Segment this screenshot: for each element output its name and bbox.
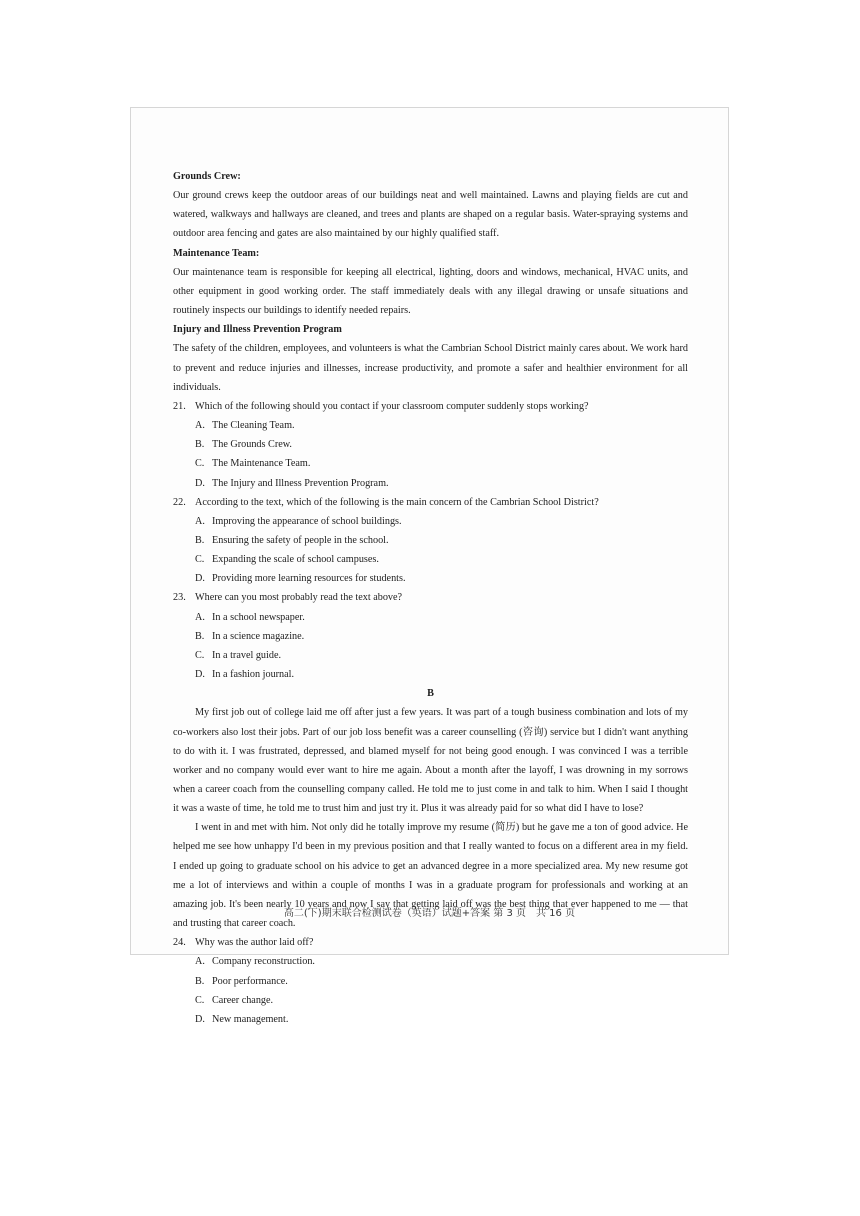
maintenance-team-heading: Maintenance Team: bbox=[173, 247, 260, 259]
section-b-label: B bbox=[427, 688, 434, 700]
grounds-crew-text: Our ground crews keep the outdoor areas of our buildings neat and well maintained. Lawns and playing fields are cut and watered, walkways and hallways are cleaned, and trees and plants are shaped on a regular basis. Water-spraying systems and outdoor area fencing and gates are also maintained by our highly qualified staff. bbox=[173, 190, 688, 240]
passage-b-paragraph-1: My first job out of college laid me off after just a few years. It was part of a tough business combination and lots of my co-workers also lost their jobs. Part of our job loss benefit was a career counselling (咨询) service but I didn't want anything to do with it. I was frustrated, depressed, and blamed myself for not being good enough. I was convinced I was a terrible worker and no company would ever want to hire me again. About a month after the layoff, I was drowning in my sorrows when a career coach from the counselling company called. He told me to just come in and talk to him. When I said I thought it was a waste of time, he told me to trust him and just try it. Plus it was already paid for so what did I have to lose? bbox=[173, 707, 688, 815]
option-c: C. In a travel guide. bbox=[195, 649, 282, 661]
question-21 bbox=[173, 397, 688, 493]
option-b: B. In a science magazine. bbox=[195, 630, 305, 642]
question-number: 22. bbox=[173, 496, 186, 508]
option-a: A. Company reconstruction. bbox=[195, 956, 315, 968]
page-footer: 高二(下)期末联合检测试卷（英语）试题+答案 第 3 页 共 16 页 bbox=[283, 908, 576, 919]
option-b: B. The Grounds Crew. bbox=[195, 439, 292, 451]
passage-b-paragraph-2: I went in and met with him. Not only did he totally improve my resume (简历) but he gave me a ton of good advice. He helped me see how unhappy I'd been in my previous position and that I really wanted to focus on a different area in my field. I ended up going to graduate school on his advice to get an advanced degree in a more specialized area. My new resume got me a lot of interviews and within a couple of months I was in a graduate program for professionals and working at an amazing job. It's been nearly 10 years and now I say that getting laid off was the best thing that ever happened to me — that and trusting that career coach. bbox=[173, 822, 688, 930]
option-b: B. Ensuring the safety of people in the school. bbox=[195, 534, 389, 546]
exam-page bbox=[130, 107, 729, 1025]
option-a: A. In a school newspaper. bbox=[195, 611, 305, 623]
question-text: According to the text, which of the following is the main concern of the Cambrian School District? bbox=[195, 496, 599, 508]
option-d: D. In a fashion journal. bbox=[195, 669, 295, 681]
question-number: 24. bbox=[173, 937, 186, 949]
option-d: D. Providing more learning resources for students. bbox=[195, 573, 406, 585]
question-number: 21. bbox=[173, 400, 186, 412]
injury-program-heading: Injury and Illness Prevention Program bbox=[173, 324, 342, 336]
question-number: 23. bbox=[173, 592, 186, 604]
option-a: A. The Cleaning Team. bbox=[195, 420, 295, 432]
injury-program-text: The safety of the children, employees, and volunteers is what the Cambrian School District mainly cares about. We work hard to prevent and reduce injuries and illnesses, increase productivity, and promote a safer and healthier environment for all individuals. bbox=[173, 343, 688, 393]
option-b: B. Poor performance. bbox=[195, 975, 288, 987]
grounds-crew-heading: Grounds Crew: bbox=[173, 171, 241, 182]
option-c: C. The Maintenance Team. bbox=[195, 458, 311, 470]
option-d: D. The Injury and Illness Prevention Program. bbox=[195, 477, 389, 489]
option-c: C. Expanding the scale of school campuses. bbox=[195, 554, 379, 566]
question-24 bbox=[173, 933, 688, 1029]
question-text: Which of the following should you contact if your classroom computer suddenly stops working? bbox=[195, 400, 589, 412]
maintenance-team-text: Our maintenance team is responsible for keeping all electrical, lighting, doors and windows, mechanical, HVAC units, and other equipment in good working order. The staff immediately deals with any illegal drawing or unsafe situations and routinely inspects our buildings to identify needed repairs. bbox=[173, 266, 688, 317]
page-content bbox=[173, 167, 688, 1029]
question-text: Why was the author laid off? bbox=[195, 937, 314, 949]
question-23 bbox=[173, 588, 688, 684]
option-a: A. Improving the appearance of school buildings. bbox=[195, 515, 402, 527]
option-d: D. New management. bbox=[195, 1013, 289, 1025]
option-c: C. Career change. bbox=[195, 994, 274, 1006]
question-22 bbox=[173, 493, 688, 589]
question-text: Where can you most probably read the text above? bbox=[195, 592, 403, 604]
